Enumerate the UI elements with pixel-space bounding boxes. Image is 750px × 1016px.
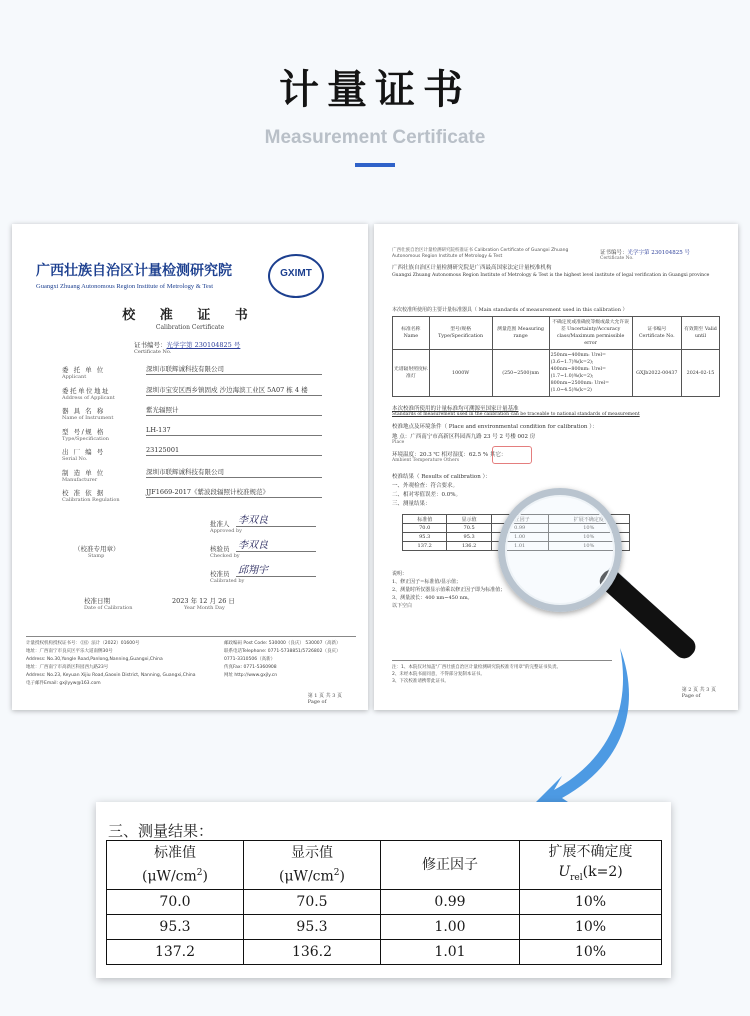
date-label-en: Date of Calibration <box>84 605 133 611</box>
field-row <box>62 446 322 467</box>
table-cell: 0.99 <box>491 524 548 533</box>
table-header-row <box>107 841 662 890</box>
cover-footer <box>26 636 356 686</box>
date-label: 校准日期 <box>84 597 110 605</box>
footer-line: 地址：广西南宁市良庆区平乐大道南侧30号 <box>26 649 113 654</box>
intro-en: Guangxi Zhuang Autonomous Region Institute of Metrology & Test is the highest level institute of legal verification in Guangxi province <box>392 273 710 278</box>
page-number-zh: 第 2 页 共 3 页 <box>681 687 716 693</box>
header-uncertainty-cell <box>520 841 662 890</box>
field-value: 紫光辐照计 <box>146 405 322 416</box>
stamp-label: （校准专用章） <box>74 545 120 553</box>
table-cell: 1.01 <box>491 542 548 551</box>
table-cell: 1.00 <box>491 533 548 542</box>
table-cell: 1.00 <box>381 915 520 940</box>
table-cell: 2024-02-15 <box>682 350 720 397</box>
table-header-cell <box>447 515 491 524</box>
traceability-statement <box>392 404 720 417</box>
signature-line <box>236 551 316 552</box>
result-item: 三、测量结果： <box>392 501 431 507</box>
unit-sup: 2 <box>196 868 203 879</box>
table-cell: 70.5 <box>447 524 491 533</box>
table-cell: 10% <box>520 890 662 915</box>
field-value: LH-137 <box>146 426 322 436</box>
field-value: 深圳市宝安区西乡镇固戍 沙边海滨工业区 5A07 栋 4 楼 <box>146 385 322 396</box>
unit-text: (μW/cm <box>142 868 197 885</box>
footer-line: 邮政编码 Post Code: 530000（良庆） 530007（高新） <box>224 641 341 646</box>
signature: 李双良 <box>238 540 268 551</box>
table-header-cell: 有效期至 Valid until <box>682 317 720 350</box>
footer-line: 0771-3310506（高新） <box>224 657 276 662</box>
header-factor: 修正因子 <box>422 857 478 873</box>
table-header-cell: 型号/规格 Type/Specification <box>429 317 492 350</box>
table-cell: 70.0 <box>107 890 244 915</box>
results-title: 三、测量结果： <box>108 822 214 840</box>
field-row <box>62 405 322 426</box>
field-value: 深圳市联辉诚科技有限公司 <box>146 364 322 375</box>
table-cell: 95.3 <box>403 533 447 542</box>
u-symbol: U <box>558 864 571 881</box>
signer-row <box>210 514 340 539</box>
field-label-en: Serial No. <box>62 456 88 462</box>
field-label: 出 厂 编 号 <box>62 448 105 456</box>
heading-subtitle: Measurement Certificate <box>264 127 486 148</box>
cert-no-value: 光学字第 230104825 号 <box>627 250 691 256</box>
field-value: JJF1669-2017《紫波段辐照计校准规范》 <box>146 487 322 498</box>
table-cell: 137.2 <box>107 940 244 965</box>
note-line: 3、测量波长：400 nm~450 nm。 <box>392 595 473 601</box>
intro-zh: 广西壮族自治区计量检测研究院是广西最高国家法定计量校准机构 <box>392 265 552 271</box>
unit-close: ) <box>202 868 208 885</box>
cert-no-label: 证书编号： <box>600 250 628 256</box>
signature-line <box>236 576 316 577</box>
signer-label-en: Approved by <box>210 528 243 534</box>
table-header-cell <box>403 515 447 524</box>
footer-line: 联系电话Telephone: 0771-5738851/5726802（良庆） <box>224 649 341 654</box>
date-value-en: Year Month Day <box>184 605 225 611</box>
table-row <box>393 350 720 397</box>
cert-no-label-en: Certificate No. <box>600 256 634 261</box>
footer-line: Address: No.30,Yongle Road,Panlong,Nanning,Guangxi,China <box>26 657 163 662</box>
result-item: 一、外观检查：符合要求。 <box>392 483 459 489</box>
table-row <box>107 940 662 965</box>
table-header-row <box>393 317 720 350</box>
table-cell: 10% <box>520 940 662 965</box>
field-label: 制 造 单 位 <box>62 468 105 477</box>
table-cell: 137.2 <box>403 542 447 551</box>
note-line: 以下空白 <box>392 603 413 609</box>
certificate-title-en: Calibration Certificate <box>155 324 225 331</box>
field-label: 委托单位地址 <box>62 386 110 395</box>
results-table <box>106 840 662 965</box>
table-row <box>107 915 662 940</box>
footer-line: 传真Fax: 0771-5360908 <box>224 665 277 670</box>
env-text: 环境温度：20.3 ℃ 相对湿度：62.5 % 其它： <box>392 452 507 458</box>
cert-no-label-en: Certificate No. <box>134 349 172 355</box>
header-unit <box>245 863 379 887</box>
table-cell: 10% <box>548 542 629 551</box>
footer-line: 计量授权机构授权证书号：（国）法计（2022）01600号 <box>26 641 140 646</box>
header-standard-cell <box>107 841 244 890</box>
footer-line: 2、未经本院书面同意，不得部分复制本证书。 <box>392 672 485 677</box>
header-factor-cell <box>381 841 520 890</box>
header-uncertainty: 扩展不确定度 <box>548 844 633 861</box>
table-header-cell: 标准名称 Name <box>393 317 430 350</box>
heading-title: 计量证书 <box>279 67 471 113</box>
u-k: (k=2) <box>582 864 623 881</box>
table-cell: 70.0 <box>403 524 447 533</box>
place-value <box>392 432 720 445</box>
u-sub: rel <box>570 872 583 883</box>
table-row <box>107 890 662 915</box>
field-value: 23125001 <box>146 446 322 456</box>
table-cell: 95.3 <box>107 915 244 940</box>
signature-line <box>236 526 316 527</box>
cert-no-label: 证书编号： <box>134 341 167 349</box>
gximt-logo <box>268 254 324 298</box>
header-unit <box>108 863 242 887</box>
table-cell: 136.2 <box>244 940 381 965</box>
field-label-en: Address of Applicant <box>62 394 115 401</box>
signer-row <box>210 539 340 564</box>
field-label-en: Manufacturer <box>62 476 98 483</box>
stamp-label-en: Stamp <box>88 553 105 559</box>
field-row <box>62 467 322 488</box>
header-standard: 标准值 <box>417 516 433 523</box>
place-text-en: Place <box>392 440 405 445</box>
table-cell: 10% <box>520 915 662 940</box>
unit-close: ) <box>339 868 345 885</box>
environment-conditions <box>392 450 720 463</box>
field-value: 深圳市联辉诚科技有限公司 <box>146 467 322 478</box>
red-stamp-mark <box>492 446 532 464</box>
footer-line: Address: No.23, Keyuan Xijiu Road,Gaoxin District, Nanning, Guangxi,China <box>26 673 196 678</box>
table-header-cell: 不确定度或准确度等级或最大允许误差 Uncertainty/Accuracy class/Maximum permissible error <box>549 317 632 350</box>
signer-label: 核验员 <box>210 545 230 553</box>
table-cell: 1.01 <box>381 940 520 965</box>
logo-text: GXIMT <box>280 268 312 279</box>
table-cell: 70.5 <box>244 890 381 915</box>
footer-line: 注：1、本院仅对加盖"广西壮族自治区计量检测研究院校准专用章"的完整证书负责。 <box>392 665 561 670</box>
table-cell: 95.3 <box>244 915 381 940</box>
table-cell: 136.2 <box>447 542 491 551</box>
certificate-title: 校 准 证 书 <box>122 308 258 323</box>
place-text: 地 点：广西南宁市高新区科园西九路 23 号 2 号楼 002 房 <box>392 434 536 440</box>
trace-en: Standards of measurement used in the calibration can be traceable to national standards of measurement <box>392 412 640 417</box>
table-cell: 光谱辐射照度标准灯 <box>393 350 430 397</box>
header-uncertainty: 扩展不确定度 <box>573 516 604 523</box>
field-label-en: Name of Instrument <box>62 415 114 421</box>
magnifier-icon <box>498 488 622 612</box>
field-label: 器 具 名 称 <box>62 407 105 415</box>
signer-label: 批准人 <box>210 520 230 528</box>
header-display-cell <box>244 841 381 890</box>
header-display: 显示值 <box>461 516 477 523</box>
date-value: 2023 年 12 月 26 日 <box>172 597 235 605</box>
table-cell: 250nm~400nm: Urel=(3.6~1.7)%(k=2); 400nm~800nm: Urel=(1.7~1.0)%(k=2); 800nm~2500nm: Urel=(1.0~4.5)%(k=2) <box>549 350 632 397</box>
table-header-cell: 证书编号 Certificate No. <box>632 317 681 350</box>
page2-intro <box>392 264 720 280</box>
signer-label: 校准员 <box>210 570 230 578</box>
field-label: 型 号/规 格 <box>62 427 105 436</box>
page-heading <box>0 58 750 167</box>
heading-accent-bar <box>355 163 395 167</box>
results-label: 校准结果（ Results of calibration ）： <box>392 474 491 480</box>
table-cell: GXJb2022-00437 <box>632 350 681 397</box>
header-display: 显示值 <box>291 845 333 862</box>
trace-zh: 本次校准所使用的计量标准均可溯源至国家计量基准 <box>392 406 519 412</box>
page2-header: 广西壮族自治区计量检测研究院校准证书 Calibration Certificate of Guangxi Zhuang Autonomous Region Institute of Metrology & Test <box>392 248 569 259</box>
field-label: 校 准 依 据 <box>62 489 105 497</box>
footer-left <box>26 640 216 688</box>
page-number-en: Page of <box>307 699 327 705</box>
field-row <box>62 364 322 385</box>
field-label-en: Type/Specification <box>62 435 109 442</box>
header-u-rel <box>521 862 660 888</box>
signatures <box>210 514 340 589</box>
footer-line: 电子邮件Email: gxjlyyw@163.com <box>26 681 101 686</box>
page-number-en: Page of <box>681 693 701 699</box>
result-item: 二、相对零值误差：0.0%。 <box>392 492 461 498</box>
field-row <box>62 385 322 406</box>
standards-table <box>392 316 720 397</box>
cert-no-value: 光学字第 230104825 号 <box>166 341 241 349</box>
signer-row <box>210 564 340 589</box>
signature: 李双良 <box>238 515 268 526</box>
note-line: 1、修正因子=标准值/显示值； <box>392 579 462 585</box>
signature: 邱翔宇 <box>238 565 268 576</box>
field-row <box>62 426 322 447</box>
page-number <box>682 686 716 699</box>
cover-fields <box>62 364 322 508</box>
field-row <box>62 487 322 508</box>
certificate-number <box>134 340 240 349</box>
page2-cert-number <box>600 248 690 261</box>
page-number <box>308 692 342 705</box>
table-header-cell: 测量范围 Measuring range <box>492 317 549 350</box>
table-cell: 10% <box>548 533 629 542</box>
footer-line: 3、下次校准请携带此证书。 <box>392 679 449 684</box>
footer-line: 网址 http://www.gxjly.cn <box>224 673 278 678</box>
table-cell: (250~2500)nm <box>492 350 549 397</box>
standards-section-label: 本次校准所使用的主要计量标准器具（ Main standards of measurement used in this calibration ） <box>392 307 628 313</box>
certificate-cover-page <box>12 224 368 710</box>
signer-label-en: Calibrated by <box>210 578 245 584</box>
page-number-zh: 第 1 页 共 3 页 <box>307 693 342 699</box>
institute-name-en: Guangxi Zhuang Autonomous Region Institute of Metrology & Test <box>36 283 214 290</box>
results-zoom-panel <box>96 802 671 978</box>
table-cell: 95.3 <box>447 533 491 542</box>
unit-text: (μW/cm <box>279 868 334 885</box>
field-label-en: Applicant <box>62 374 87 380</box>
table-cell: 10% <box>548 524 629 533</box>
header-factor: 修正因子 <box>509 516 530 523</box>
institute-name: 广西壮族自治区计量检测研究院 <box>36 263 232 279</box>
note-line: 说明： <box>392 571 408 577</box>
footer-right <box>224 640 358 680</box>
unit-sup: 2 <box>333 868 340 879</box>
field-label-en: Calibration Regulation <box>62 497 120 503</box>
footer-line: 地址：广西南宁市高新区科园西九路23号 <box>26 665 109 670</box>
signer-label-en: Checked by <box>210 553 240 559</box>
env-text-en: Ambient Temperature Others <box>392 458 460 463</box>
note-line: 2、测量时所仅器显示值乘以修正因子即为标准值； <box>392 587 506 593</box>
place-label: 校准地点及环境条件（ Place and environmental condition for calibration ）： <box>392 424 598 430</box>
field-label: 委 托 单 位 <box>62 366 105 374</box>
header-standard: 标准值 <box>154 845 196 862</box>
table-cell: 0.99 <box>381 890 520 915</box>
table-cell: 1000W <box>429 350 492 397</box>
